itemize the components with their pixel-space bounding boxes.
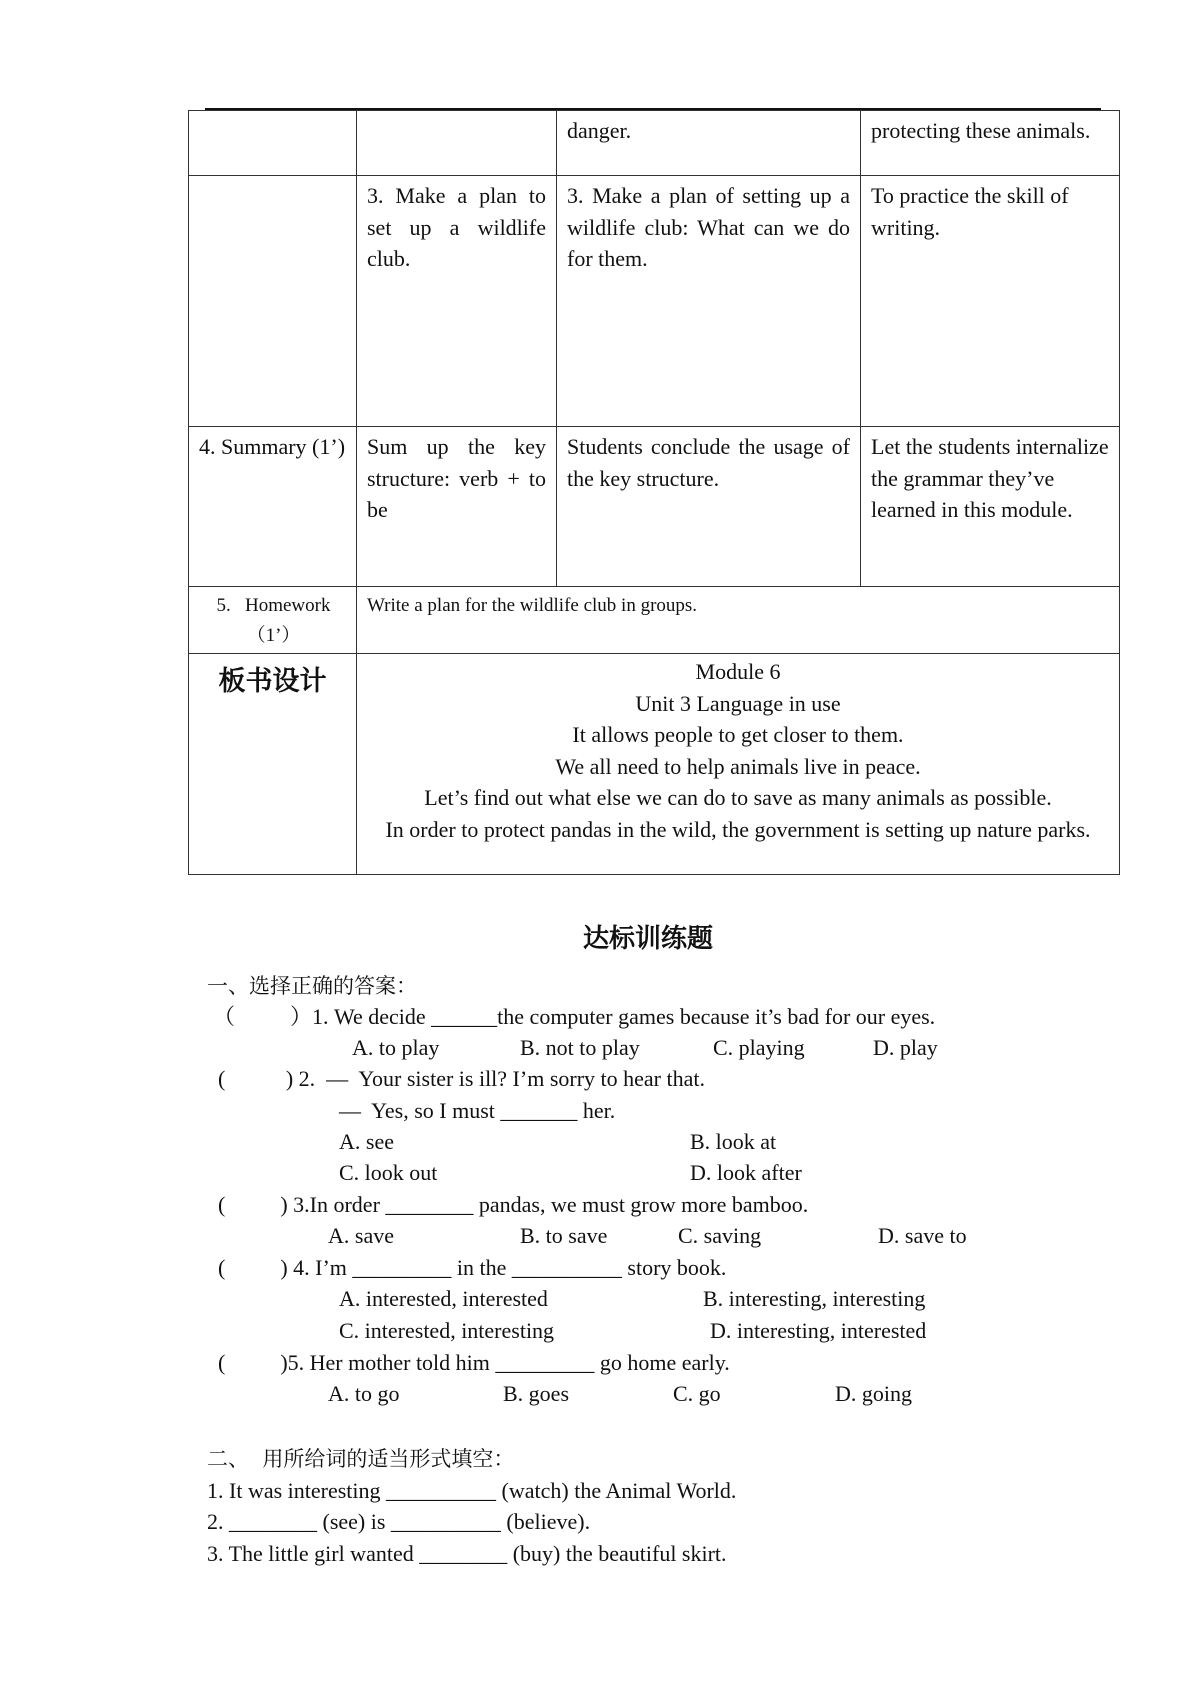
question-2-stem: ( ) 2. — Your sister is ill? I’m sorry to hear that.: [218, 1066, 705, 1091]
question-5-stem: ( )5. Her mother told him _________ go home early.: [218, 1350, 730, 1375]
table-row: [189, 654, 1120, 875]
lesson-plan-table: [188, 110, 1120, 875]
board-line: It allows people to get closer to them.: [572, 722, 904, 747]
question-2-stem-2: — Yes, so I must _______ her.: [339, 1098, 616, 1123]
board-line: In order to protect pandas in the wild, the government is setting up nature parks.: [385, 816, 1091, 842]
q2-option-c: C. look out: [339, 1160, 438, 1185]
table-cell: 4. Summary (1’): [189, 427, 357, 587]
q1-option-d: D. play: [873, 1035, 938, 1060]
table-cell: [189, 587, 357, 654]
table-cell: [189, 176, 357, 427]
q5-option-c: C. go: [673, 1381, 721, 1406]
table-row: [189, 176, 1120, 427]
table-cell: Let the students internalize the grammar they’ve learned in this module.: [861, 427, 1120, 587]
homework-time: （1’）: [246, 625, 301, 646]
board-line: Unit 3 Language in use: [635, 690, 841, 716]
part1-heading: 一、选择正确的答案：: [207, 974, 417, 998]
table-cell: Students conclude the usage of the key structure.: [557, 427, 861, 587]
q1-option-a: A. to play: [352, 1035, 440, 1060]
q5-option-b: B. goes: [503, 1381, 569, 1406]
homework-label: 5. Homework: [216, 595, 331, 616]
board-design-label: 板书设计: [189, 654, 357, 875]
q1-option-c: C. playing: [713, 1035, 805, 1060]
question-1-stem: （ ）1. We decide ______the computer games because it’s bad for our eyes.: [213, 1004, 936, 1029]
table-row: [189, 587, 1120, 654]
table-cell: danger.: [557, 111, 861, 176]
table-row: [189, 427, 1120, 587]
q4-option-d: D. interesting, interested: [710, 1318, 927, 1343]
q3-option-b: B. to save: [520, 1223, 608, 1248]
table-cell: Sum up the key structure: verb + to be: [357, 427, 557, 587]
table-cell: Write a plan for the wildlife club in groups.: [357, 587, 1120, 654]
table-cell: 3. Make a plan of setting up a wildlife club: What can we do for them.: [557, 176, 861, 427]
table-row: [189, 111, 1120, 176]
q2-option-a: A. see: [339, 1129, 394, 1154]
fill-item-3: 3. The little girl wanted ________ (buy) the beautiful skirt.: [207, 1541, 727, 1566]
table-cell: 3. Make a plan to set up a wildlife club.: [357, 176, 557, 427]
q3-option-d: D. save to: [878, 1223, 967, 1248]
table-cell: [357, 111, 557, 176]
table-cell: To practice the skill of writing.: [861, 176, 1120, 427]
q4-option-a: A. interested, interested: [339, 1286, 548, 1311]
table-cell: protecting these animals.: [861, 111, 1120, 176]
board-design-content: [357, 654, 1120, 875]
q1-option-b: B. not to play: [520, 1035, 640, 1060]
board-line: Module 6: [695, 659, 781, 684]
q5-option-a: A. to go: [328, 1381, 400, 1406]
q2-option-d: D. look after: [690, 1160, 802, 1185]
part2-heading: 二、 用所给词的适当形式填空：: [207, 1447, 515, 1471]
exercise-title: 达标训练题: [582, 924, 713, 954]
q2-option-b: B. look at: [690, 1129, 777, 1154]
q5-option-d: D. going: [835, 1381, 912, 1406]
q3-option-a: A. save: [328, 1223, 394, 1248]
q4-option-c: C. interested, interesting: [339, 1318, 555, 1343]
board-line: We all need to help animals live in peace.: [555, 753, 921, 779]
q4-option-b: B. interesting, interesting: [703, 1286, 926, 1311]
question-3-stem: ( ) 3.In order ________ pandas, we must grow more bamboo.: [218, 1192, 809, 1217]
fill-item-2: 2. ________ (see) is __________ (believe).: [207, 1509, 591, 1534]
fill-item-1: 1. It was interesting __________ (watch) the Animal World.: [207, 1478, 737, 1503]
q3-option-c: C. saving: [678, 1223, 762, 1248]
question-4-stem: ( ) 4. I’m _________ in the __________ story book.: [218, 1255, 727, 1280]
board-line: Let’s find out what else we can do to save as many animals as possible.: [424, 785, 1052, 810]
exercise-title-wrap: [0, 918, 1200, 955]
table-cell: [189, 111, 357, 176]
